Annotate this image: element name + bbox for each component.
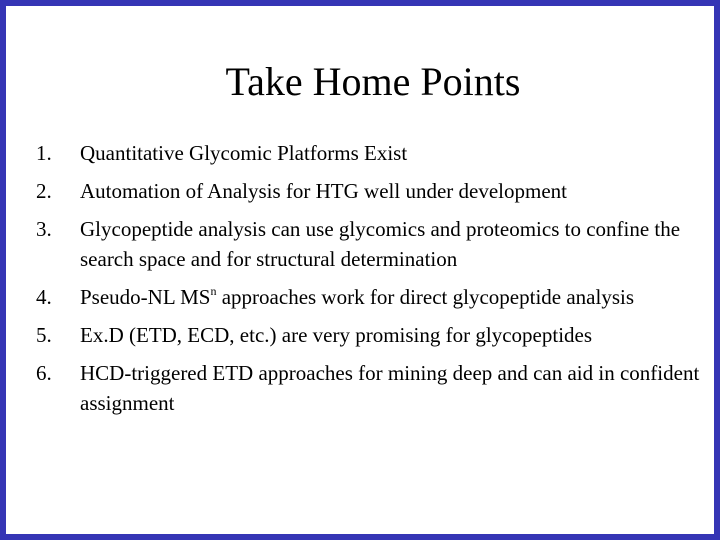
list-item [36,214,704,274]
list-item [36,176,704,206]
superscript-n: n [210,284,217,298]
slide-title: Take Home Points [225,59,521,104]
item-text-end: approaches work for direct glycopeptide analysis [216,285,635,309]
item-number: 5. [36,323,52,347]
item-text [80,282,704,312]
item-number: 2. [36,179,52,203]
item-text: Ex.D (ETD, ECD, etc.) are very promising for glycopeptides [80,323,593,347]
item-text: Automation of Analysis for HTG well under development [80,179,567,203]
list-item [36,282,704,312]
list-item [36,138,704,168]
item-text: Glycopeptide analysis can use glycomics and proteomics to confine the search space and for structural determination [80,217,681,271]
item-text: Quantitative Glycomic Platforms Exist [80,141,408,165]
take-home-points-list [36,138,704,426]
item-text: HCD-triggered ETD approaches for mining deep and can aid in confident assignment [80,361,700,415]
item-number: 3. [36,217,52,241]
item-number: 1. [36,141,52,165]
list-item [36,320,704,350]
list-item [36,358,704,418]
item-number: 4. [36,285,52,309]
item-number: 6. [36,361,52,385]
item-text-start: Pseudo-NL MS [80,285,211,309]
